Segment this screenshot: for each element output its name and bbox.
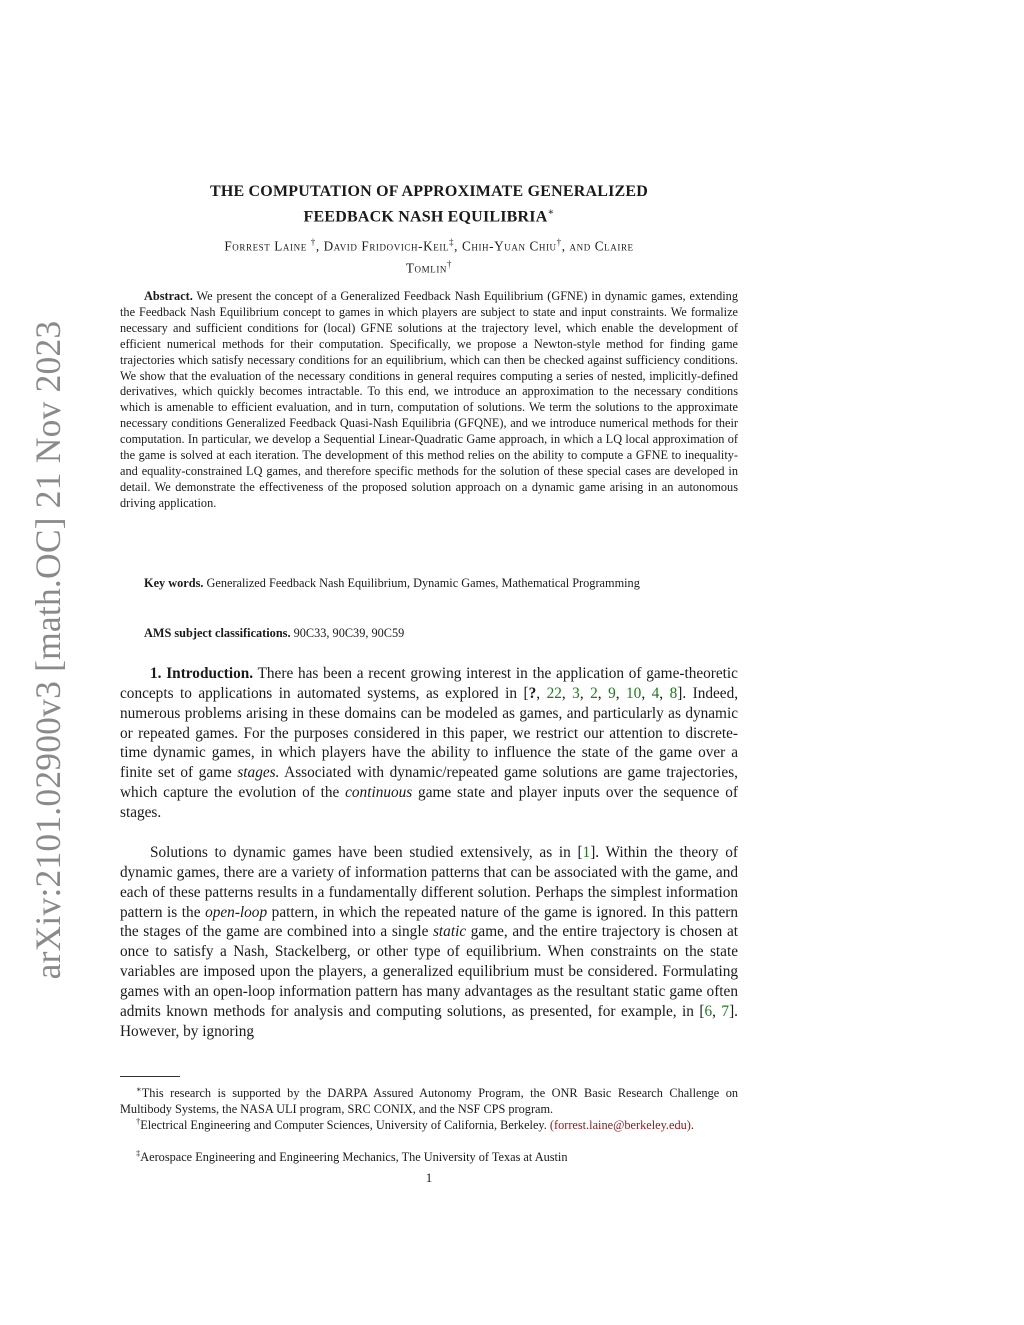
para2-emphasis-static: static <box>432 923 467 941</box>
footnote-funding <box>120 1081 738 1117</box>
footnote-2-end: . <box>690 1118 694 1133</box>
title-line-1: THE COMPUTATION OF APPROXIMATE GENERALIZED <box>209 183 649 200</box>
ams-text: 90C33, 90C39, 90C59 <box>293 626 405 640</box>
second-paragraph: Solutions to dynamic games have been studied extensively, as in [1]. Within the theory of dynamic games, there are a variety of information patterns that can be associated with the game, and each of these patterns results in a fundamentally different solution. Perhaps the simplest information pattern is the open-loop pattern, in which the repeated nature of the game is ignored. In this pattern the stages of the game are combined into a single static game, and the entire trajectory is chosen at once to satisfy a Nash, Stackelberg, or other type of equilibrium. When constraints on the state variables are imposed upon the players, a generalized equilibrium must be considered. Formulating games with an open-loop information pattern has many advantages as the resultant static game often admits known methods for analysis and computing solutions, as presented, for example, in [6, 7]. However, by ignoring <box>120 844 738 1040</box>
author-and: , and Claire <box>561 238 634 254</box>
footnote-3-text: Aerospace Engineering and Engineering Mechanics, The University of Texas at Austin <box>140 1150 568 1165</box>
para2-emphasis-open-loop: open-loop <box>205 903 268 921</box>
title-footnote-mark: ∗ <box>547 207 555 218</box>
ams-classifications <box>120 626 738 642</box>
abstract <box>120 289 738 512</box>
keywords <box>120 576 738 592</box>
introduction-paragraph: 1. Introduction. There has been a recent growing interest in the application of game-theoretic concepts to applications in automated systems, as explored in [?, 22, 3, 2, 9, 10, 4, 8]. Indeed, numerous problems arising in these domains can be modeled as games, and particularly as dynamic or repeated games. For the purposes considered in this paper, we restrict our attention to discrete-time dynamic games, in which players have the ability to influence the state of the game over a finite set of game stages. Associated with dynamic/repeated game solutions are game trajectories, which capture the evolution of the continuous game state and player inputs over the sequence of stages. <box>120 665 739 821</box>
author-email-link[interactable]: (forrest.laine@berkeley.edu) <box>549 1118 691 1133</box>
para2-text-5: ]. However, by ignoring <box>120 1002 738 1040</box>
intro-text-4: game state and player inputs over the sequence of stages. <box>120 784 738 821</box>
footnote-affiliation-texas <box>120 1145 738 1165</box>
ams-label: AMS subject classifications. <box>144 626 291 640</box>
citation-link[interactable]: 4 <box>651 684 660 702</box>
citation-link[interactable]: 9 <box>608 684 616 702</box>
para2-text-4: game, and the entire trajectory is chosen at once to satisfy a Nash, Stackelberg, or other type of equilibrium. When constraints on the state variables are imposed upon the players, a generalized equilibrium must be considered. Formulating games with an open-loop information pattern has many advantages as the resultant static game often admits known methods for analysis and computing solutions, as presented, for example, in [ <box>120 923 738 1020</box>
author-4: Tomlin <box>405 260 448 276</box>
paper-title <box>120 181 738 227</box>
unresolved-citation: ? <box>528 684 537 702</box>
abstract-text: We present the concept of a Generalized Feedback Nash Equilibrium (GFNE) in dynamic games, extending the Feedback Nash Equilibrium concept to games in which players are subject to state and input constraints. We formalize necessary and sufficient conditions for (local) GFNE solutions at the trajectory level, which enable the development of efficient numerical methods for their computation. Specifically, we propose a Newton-style method for finding game trajectories which satisfy necessary conditions for an equilibrium, which can then be checked against sufficiency conditions. We show that the evaluation of the necessary conditions in general requires computing a series of nested, implicitly-defined derivatives, which quickly becomes intractable. To this end, we introduce an approximation to the necessary conditions which is amenable to efficient evaluation, and in turn, computation of solutions. We term the solutions to the approximate necessary conditions Generalized Feedback Quasi-Nash Equilibria (GFQNE), and we introduce numerical methods for their computation. In particular, we develop a Sequential Linear-Quadratic Game approach, in which a LQ local approximation of the game is solved at each iteration. The development of this method relies on the ability to compute a GFNE to inequality- and equality-constrained LQ games, and therefore specific methods for the solution of these special cases are developed in detail. We demonstrate the effectiveness of the proposed solution approach on a dynamic game arising in an autonomous driving application. <box>120 289 738 510</box>
citation-link[interactable]: 7 <box>721 1002 730 1020</box>
footnote-2-mark: † <box>136 1116 141 1126</box>
author-3-mark: † <box>556 237 562 247</box>
keywords-label: Key words. <box>144 576 204 590</box>
arxiv-identifier: arXiv:2101.02900v3 [math.OC] 21 Nov 2023 <box>28 320 68 980</box>
author-2: , David Fridovich-Keil <box>315 238 450 254</box>
footnote-divider <box>120 1076 180 1077</box>
citation-link[interactable]: 6 <box>704 1002 713 1020</box>
footnote-2-text: Electrical Engineering and Computer Sciences, University of California, Berkeley. <box>140 1118 547 1133</box>
author-list <box>120 233 738 278</box>
arxiv-side-stamp <box>18 320 78 980</box>
keywords-text: Generalized Feedback Nash Equilibrium, Dynamic Games, Mathematical Programming <box>206 576 640 590</box>
citation-link[interactable]: 10 <box>626 684 642 702</box>
intro-emphasis-continuous: continuous <box>345 784 413 802</box>
footnote-1-text: This research is supported by the DARPA Assured Autonomy Program, the ONR Basic Research Challenge on Multibody Systems, the NASA ULI program, SRC CONIX, and the NSF CPS program. <box>120 1086 738 1117</box>
footnote-affiliation-berkeley <box>120 1113 738 1133</box>
page-number: 1 <box>425 1170 433 1185</box>
intro-emphasis-stages: stages. <box>237 764 280 782</box>
section-heading: 1. Introduction. <box>150 665 254 682</box>
para2-text-1: Solutions to dynamic games have been studied extensively, as in [ <box>150 844 583 861</box>
author-2-mark: ‡ <box>449 237 455 247</box>
abstract-label: Abstract. <box>144 289 193 303</box>
citation-link[interactable]: 1 <box>582 844 591 861</box>
author-1: Forrest Laine <box>224 238 311 254</box>
author-3: , Chih-Yuan Chiu <box>454 238 557 254</box>
citation-link[interactable]: 8 <box>669 684 678 702</box>
title-line-2: FEEDBACK NASH EQUILIBRIA <box>303 208 548 226</box>
footnote-3-mark: ‡ <box>136 1148 141 1158</box>
para2-text-3: pattern, in which the repeated nature of the game is ignored. In this pattern the stages of the game are combined into a single <box>120 903 738 941</box>
author-4-mark: † <box>447 259 453 270</box>
citation-link[interactable]: 2 <box>590 684 598 702</box>
citation-link[interactable]: 3 <box>572 684 580 702</box>
intro-text-3: Associated with dynamic/repeated game solutions are game trajectories, which capture the evolution of the <box>120 764 738 802</box>
footnote-1-mark: ∗ <box>136 1084 142 1094</box>
intro-text-2: ]. Indeed, numerous problems arising in these domains can be modeled as games, and particularly as dynamic or repeated games. For the purposes considered in this paper, we restrict our attention to discrete-time dynamic games, in which players have the ability to influence the state of the game over a finite set of game <box>120 684 739 782</box>
para2-text-2: ]. Within the theory of dynamic games, there are a variety of information patterns that can be associated with the game, and each of these patterns results in a fundamentally different solution. Perhaps the simplest information pattern is the <box>120 844 738 921</box>
citation-link[interactable]: 22 <box>546 684 562 702</box>
intro-text-1: There has been a recent growing interest in the application of game-theoretic concepts to applications in automated systems, as explored in [ <box>120 665 738 702</box>
author-1-mark: † <box>310 237 316 247</box>
